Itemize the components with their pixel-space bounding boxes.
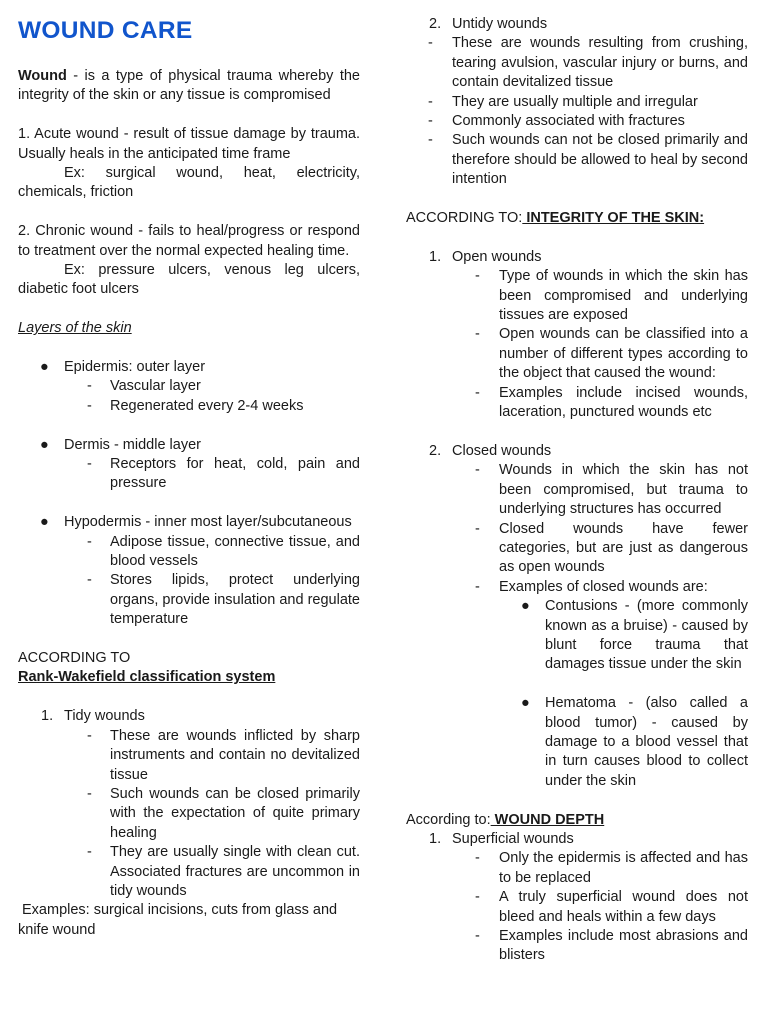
layer-name: Epidermis: outer layer xyxy=(64,359,206,376)
dash-marker: - xyxy=(475,268,480,285)
dash-marker: - xyxy=(87,572,92,589)
dash-marker: - xyxy=(428,93,433,110)
open-detail: - Examples include incised wounds, laceration, punctured wounds etc xyxy=(475,384,748,421)
layers-heading: Layers of the skin xyxy=(18,320,132,337)
rank-heading: Rank-Wakefield classification system xyxy=(18,669,276,686)
open-detail: - Open wounds can be classified into a number of different types according to the object that caused the wound: xyxy=(475,326,748,382)
number-marker: 1. xyxy=(41,708,54,725)
dash-marker: - xyxy=(87,727,92,744)
closed-detail: - Wounds in which the skin has not been compromised, but trauma to underlying structures has occurred xyxy=(475,462,748,518)
untidy-wounds-item: 2. Untidy wounds xyxy=(406,15,748,34)
untidy-detail: - Commonly associated with fractures xyxy=(406,112,748,131)
wound-term: Wound xyxy=(18,68,67,84)
dash-marker: - xyxy=(475,928,480,945)
page-title: WOUND CARE xyxy=(18,17,193,44)
dash-marker: - xyxy=(87,456,92,473)
layer-detail: - Stores lipids, protect underlying organs, provide insulation and regulate temperature xyxy=(87,572,360,628)
depth-heading: WOUND DEPTH xyxy=(490,811,605,828)
closed-wounds-item: 2. Closed wounds xyxy=(406,442,748,461)
tidy-wounds-item: 1. Tidy wounds xyxy=(18,707,360,726)
layer-detail: - Regenerated every 2-4 weeks xyxy=(18,397,360,416)
closed-detail: - Closed wounds have fewer categories, but are just as dangerous as open wounds xyxy=(475,520,748,576)
layer-detail: - Vascular layer xyxy=(18,377,360,396)
untidy-detail: - Such wounds can not be closed primarily and therefore should be allowed to heal by second intention xyxy=(428,132,748,188)
number-marker: 2. xyxy=(429,442,442,459)
dash-marker: - xyxy=(87,844,92,861)
superficial-wounds-item: 1. Superficial wounds xyxy=(406,830,748,849)
bullet-marker: ● xyxy=(40,436,49,453)
left-column xyxy=(18,67,360,940)
layer-detail: - Receptors for heat, cold, pain and pressure xyxy=(87,456,360,492)
closed-type: ● Hematoma - (also called a blood tumor) - caused by damage to a blood vessel that in turn causes blood to collect under the skin xyxy=(521,695,748,789)
depth-heading-line xyxy=(406,811,748,830)
layer-item xyxy=(18,436,360,455)
open-wounds-item: 1. Open wounds xyxy=(406,248,748,267)
integrity-prefix: ACCORDING TO: xyxy=(406,210,523,227)
wound-definition xyxy=(18,67,360,106)
chronic-example: Ex: pressure ulcers, venous leg ulcers, diabetic foot ulcers xyxy=(18,262,360,298)
dash-marker: - xyxy=(475,578,480,595)
integrity-heading-line xyxy=(406,209,748,228)
tidy-detail: - Such wounds can be closed primarily with the expectation of quite primary healing xyxy=(87,785,360,841)
number-marker: 2. xyxy=(429,16,442,32)
bullet-marker: ● xyxy=(521,598,530,615)
tidy-detail: - These are wounds inflicted by sharp instruments and contain no devitalized tissue xyxy=(87,727,360,783)
acute-wound: 1. Acute wound - result of tissue damage by trauma. Usually heals in the anticipated time frame xyxy=(18,126,360,162)
layer-item xyxy=(18,513,360,532)
acute-example: Ex: surgical wound, heat, electricity, chemicals, friction xyxy=(18,165,360,201)
superficial-detail: - A truly superficial wound does not bleed and heals within a few days xyxy=(475,889,748,925)
superficial-detail: - Only the epidermis is affected and has to be replaced xyxy=(475,850,748,886)
dash-marker: - xyxy=(475,326,480,343)
layer-name: Hypodermis - inner most layer/subcutaneous xyxy=(64,514,352,531)
depth-prefix: According to: xyxy=(406,811,491,828)
right-column xyxy=(406,15,748,966)
dash-marker: - xyxy=(475,520,480,537)
tidy-examples: Examples: surgical incisions, cuts from glass and knife wound xyxy=(18,902,338,938)
closed-type: ● Contusions - (more commonly known as a bruise) - caused by blunt force trauma that damages tissue under the skin xyxy=(521,598,748,673)
dash-marker: - xyxy=(428,113,433,130)
dash-marker: - xyxy=(475,889,480,906)
dash-marker: - xyxy=(475,384,480,401)
untidy-detail: - These are wounds resulting from crushing, tearing avulsion, vascular injury or burns, and contain devitalized tissue xyxy=(428,35,748,91)
bullet-marker: ● xyxy=(521,695,530,712)
layer-name: Dermis - middle layer xyxy=(64,436,201,453)
dash-marker: - xyxy=(87,378,92,395)
dash-marker: - xyxy=(475,462,480,479)
dash-marker: - xyxy=(87,785,92,802)
tidy-detail: - They are usually single with clean cut. Associated fractures are uncommon in tidy wounds xyxy=(87,844,360,899)
layer-detail: - Adipose tissue, connective tissue, and blood vessels xyxy=(87,533,360,570)
number-marker: 1. xyxy=(429,248,442,265)
number-marker: 1. xyxy=(429,830,442,847)
wound-definition-text: - is a type of physical trauma whereby the integrity of the skin or any tissue is compromised xyxy=(18,68,360,104)
dash-marker: - xyxy=(475,850,480,867)
closed-detail: - Examples of closed wounds are: xyxy=(406,578,748,597)
bullet-marker: ● xyxy=(40,514,49,531)
superficial-detail: - Examples include most abrasions and blisters xyxy=(475,928,748,964)
dash-marker: - xyxy=(428,132,433,149)
bullet-marker: ● xyxy=(40,359,49,376)
rank-intro: ACCORDING TO xyxy=(18,650,131,667)
dash-marker: - xyxy=(428,35,433,52)
chronic-wound: 2. Chronic wound - fails to heal/progress or respond to treatment over the normal expected healing time. xyxy=(18,223,360,259)
layer-item xyxy=(18,358,360,377)
untidy-detail: - They are usually multiple and irregular xyxy=(406,93,748,112)
dash-marker: - xyxy=(87,397,92,414)
dash-marker: - xyxy=(87,533,92,550)
open-detail: - Type of wounds in which the skin has been compromised and underlying tissues are exposed xyxy=(475,268,748,324)
integrity-heading: INTEGRITY OF THE SKIN: xyxy=(522,210,705,227)
